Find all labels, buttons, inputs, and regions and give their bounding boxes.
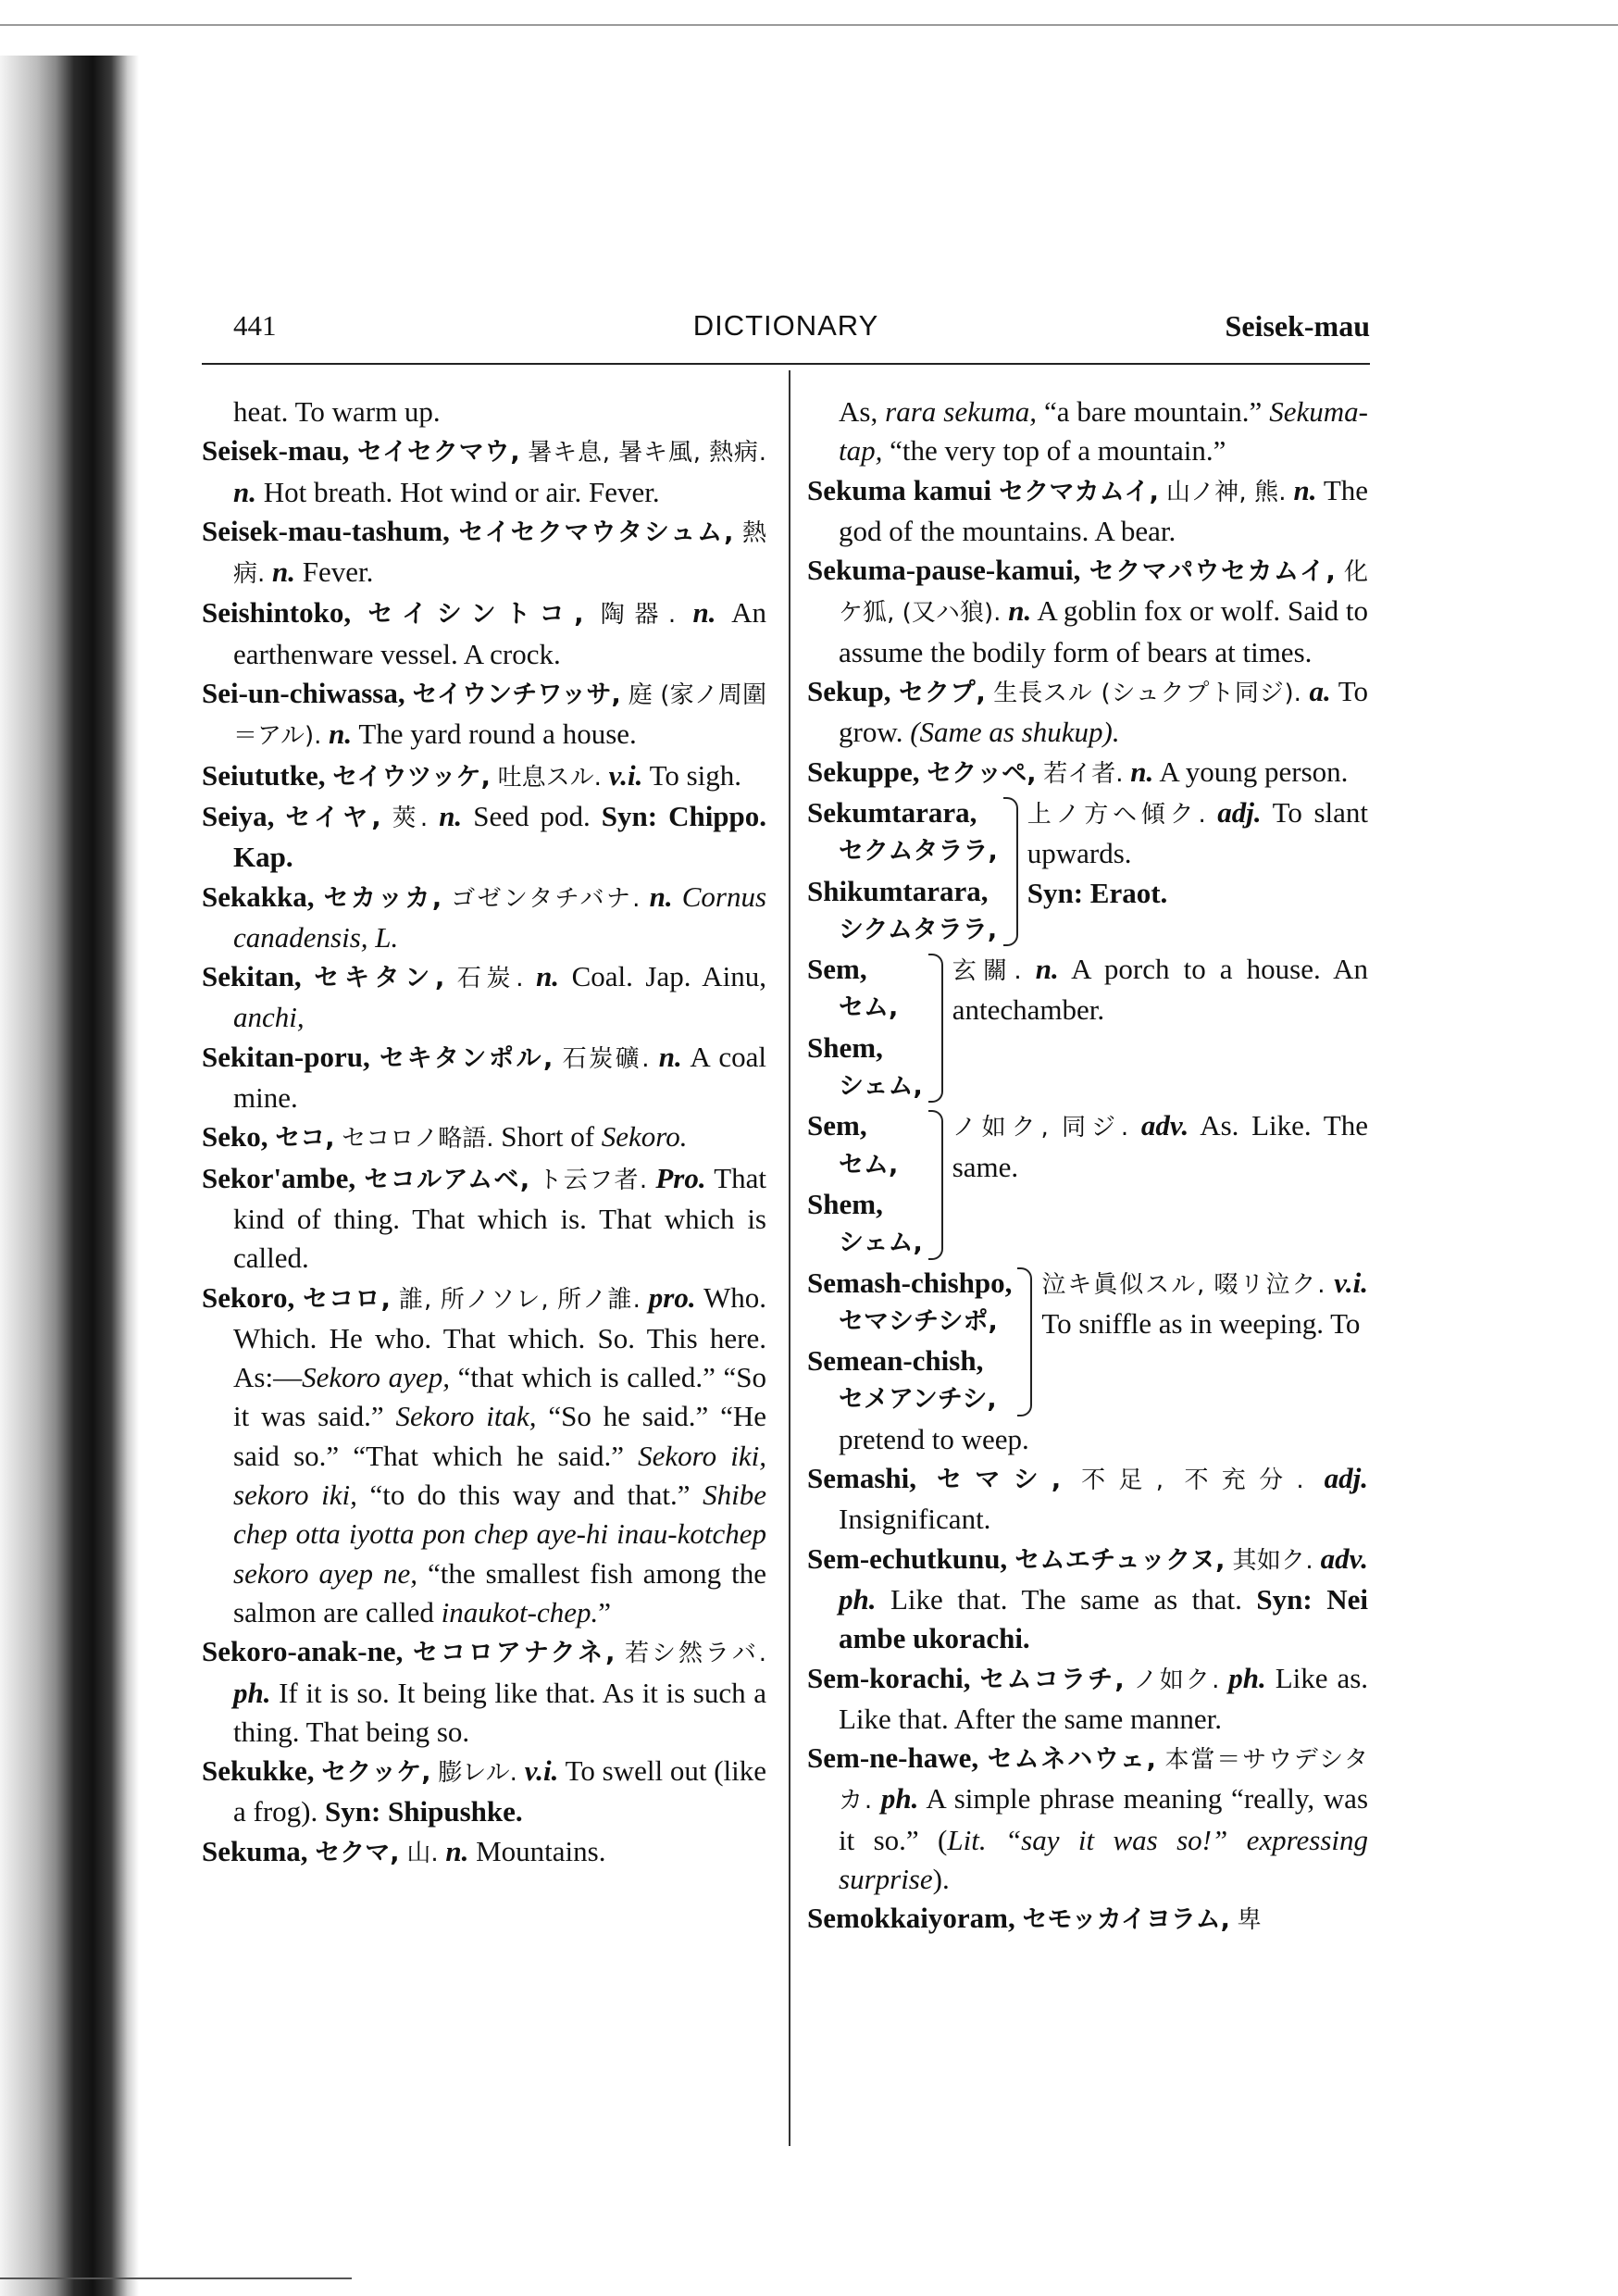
dictionary-entry (807, 1659, 1368, 1740)
part-of-speech: v.i. (1334, 1266, 1369, 1299)
entry-kanji: 石炭礦. (562, 1044, 650, 1073)
dictionary-entry (202, 1159, 766, 1279)
dictionary-entry (202, 878, 766, 958)
entry-kanji: 上ノ方ヘ傾ク. (1027, 800, 1206, 829)
definition-text: pretend to weep. (839, 1422, 1029, 1455)
entry-headword: Sekukke, (202, 1754, 315, 1788)
entry-kana: セメアンチシ, (839, 1385, 997, 1415)
definition-text: That kind of thing. That which is. That which is called. (233, 1161, 767, 1275)
part-of-speech: pro. (648, 1280, 696, 1314)
italic-text: Sekoro ayep, (302, 1361, 450, 1394)
entry-kanji: 山ノ神, 熊. (1165, 478, 1287, 506)
entry-headword: Semokkaiyoram, (807, 1902, 1015, 1935)
definition-italic: Sekoro. (601, 1120, 688, 1154)
entry-headword: Sekup, (807, 675, 891, 708)
dictionary-entry (202, 1832, 766, 1873)
synonym: Syn: Nei ambe ukorachi. (839, 1582, 1368, 1655)
group-definition (952, 1106, 1368, 1187)
dictionary-entry (202, 1632, 766, 1752)
definition-italic: anchi, (233, 1001, 305, 1034)
entry-kana: セイシントコ, (367, 600, 584, 630)
dictionary-entry (807, 753, 1368, 793)
definition-italic: (Same as shukup). (910, 716, 1120, 749)
italic-text: Sekuma-tap, (839, 395, 1369, 468)
entry-headword: Seisek-mau, (202, 434, 350, 468)
entry-headword: Semash-chishpo, (807, 1266, 1013, 1299)
dictionary-entry (202, 1117, 766, 1158)
entry-headword: Seiya, (202, 799, 275, 832)
definition-text: A goblin fox or wolf. Said to assume the bodily form of bears at times. (839, 594, 1368, 668)
header-headword: Seisek-mau (1225, 309, 1370, 343)
entry-kana: セクッペ, (927, 758, 1037, 788)
part-of-speech: n. (1035, 953, 1059, 986)
entry-headword: Sekuppe, (807, 755, 920, 788)
entry-headword: Sekakka, (202, 880, 315, 913)
grouping-brace (928, 1110, 943, 1259)
definition-text: Who. Which. He who. That which. So. This here. As:— (233, 1280, 767, 1394)
part-of-speech: n. (1293, 473, 1317, 506)
grouping-brace (1003, 797, 1018, 946)
definition-text: “a bare mountain.” (1036, 395, 1270, 428)
italic-text: Sekoro itak, (395, 1400, 537, 1433)
italic-text: Shibe chep otta iyotta pon chep aye-hi inau-kotchep sekoro ayep ne, (233, 1479, 767, 1590)
definition-text: Hot breath. Hot wind or air. Fever. (263, 475, 660, 508)
part-of-speech: adv. (1140, 1109, 1189, 1142)
definition-text: Like that. The same as that. (890, 1582, 1242, 1616)
entry-headword: Seishintoko, (202, 596, 352, 630)
part-of-speech: n. (1130, 755, 1154, 788)
entry-kana: セムコラチ, (979, 1665, 1125, 1694)
synonym: Syn: Shipushke. (324, 1795, 523, 1828)
part-of-speech: n. (658, 1040, 682, 1073)
definition-text: To sniffle as in weeping. To (1041, 1306, 1361, 1340)
entry-kanji: 石炭. (456, 965, 524, 993)
entry-kana: セム, (839, 1150, 899, 1179)
dictionary-entry (202, 431, 766, 512)
entry-kanji: 玄關. (952, 957, 1022, 986)
book-binding-shadow (0, 56, 139, 2296)
definition-text: A coal mine. (233, 1040, 766, 1115)
definition-text: Fever. (302, 555, 374, 589)
part-of-speech: Pro. (655, 1161, 706, 1194)
definition-text: “the very top of a mountain.” (882, 434, 1226, 468)
italic-text: inaukot-chep. (441, 1595, 599, 1628)
part-of-speech: adj. (1217, 795, 1262, 829)
dictionary-entry (807, 1540, 1368, 1659)
entry-kana: セイセクマウ, (356, 438, 520, 468)
entry-kana: セモッカイヨラム, (1022, 1905, 1230, 1935)
entry-kana: シクムタララ, (839, 915, 998, 944)
entry-headword: Shem, (807, 1030, 883, 1064)
scan-top-edge (0, 24, 1618, 26)
definition-text: Coal. Jap. Ainu, (571, 960, 767, 993)
grouped-entry (807, 1106, 1368, 1263)
entry-kanji: ト云フ者. (538, 1166, 648, 1194)
definition-text: A young person. (1159, 755, 1349, 788)
column-divider (789, 370, 790, 2146)
part-of-speech: n. (233, 475, 256, 508)
group-definition (1041, 1264, 1368, 1344)
definition-text: Insignificant. (839, 1503, 991, 1536)
group-definition (1027, 793, 1368, 874)
definition-text: The yard round a house. (358, 718, 637, 751)
entry-kana: セクッケ, (321, 1758, 431, 1788)
grouped-entry (807, 1264, 1368, 1459)
entry-kanji: 吐息スル. (497, 763, 602, 792)
page-number: 441 (233, 309, 277, 342)
entry-headword: Shem, (807, 1187, 883, 1220)
entry-headword: Sekuma, (202, 1834, 308, 1867)
grouping-brace (928, 954, 943, 1103)
part-of-speech: n. (649, 880, 673, 913)
entry-kana: セクムタララ, (839, 837, 998, 867)
entry-kanji: 生長スル (シュクプト同ジ). (993, 680, 1301, 708)
entry-kanji: 卑 (1237, 1906, 1262, 1935)
group-synonym (1027, 874, 1368, 913)
entry-headword: Seisek-mau-tashum, (202, 514, 450, 547)
entry-kanji: セコロノ略語. (342, 1125, 494, 1154)
definition-text: “to do this way and that.” (356, 1479, 703, 1512)
entry-kana: シェム, (839, 1072, 923, 1102)
right-column (807, 393, 1368, 1940)
entry-headword: Sem-ne-hawe, (807, 1741, 979, 1775)
part-of-speech: adv. ph. (839, 1541, 1369, 1616)
entry-kana: セムネハウェ, (987, 1745, 1156, 1775)
entry-kana: セキタン, (314, 964, 445, 993)
definition-text: “that which is called.” “So it was said.” (233, 1361, 766, 1433)
entry-kanji: 本當＝サウデシタカ. (839, 1746, 1368, 1816)
definition-text: The god of the mountains. A bear. (839, 473, 1369, 547)
entry-kanji: 庭 (家ノ周圍＝アル). (233, 681, 767, 751)
entry-kanji: 陶器. (600, 601, 677, 630)
entry-kanji: 化ケ狐, (又ハ狼). (839, 558, 1369, 628)
definition-text: To sigh. (649, 758, 742, 792)
part-of-speech: a. (1309, 675, 1331, 708)
definition-text: As. Like. The same. (952, 1109, 1368, 1183)
entry-kanji: ゴゼンタチバナ. (451, 884, 641, 913)
group-tail (807, 1420, 1368, 1459)
definition-text: To slant upwards. (1027, 795, 1369, 870)
entry-kana: セムエチュックヌ, (1014, 1545, 1226, 1575)
dictionary-entry (807, 1459, 1368, 1540)
definition-text: To grow. (839, 675, 1369, 749)
entry-kanji: 熱病. (233, 518, 767, 589)
entry-headword: Sekumtarara, (807, 795, 977, 829)
entry-headword: Seko, (202, 1120, 268, 1154)
entry-headword: Sekoro, (202, 1280, 295, 1314)
entry-headword: Semashi, (807, 1462, 916, 1495)
entry-kanji: 其如ク. (1232, 1546, 1313, 1575)
grouped-entry (807, 793, 1368, 950)
entry-kana: セクマパウセカムイ, (1089, 557, 1336, 587)
entry-kana: セコロ, (303, 1284, 391, 1314)
definition-text: Mountains. (476, 1834, 606, 1867)
entry-headword: Sekitan-poru, (202, 1040, 370, 1073)
dictionary-entry (202, 756, 766, 797)
dictionary-entry (202, 593, 766, 674)
entry-headword: Sekuma-pause-kamui, (807, 554, 1081, 587)
definition-text: A porch to a house. An antechamber. (952, 953, 1368, 1027)
entry-kanji: ノ如ク. (1133, 1666, 1220, 1694)
definition-text: ” (598, 1595, 611, 1628)
part-of-speech: n. (692, 596, 716, 630)
running-title: DICTIONARY (692, 309, 879, 342)
entry-kana: セクマ, (315, 1838, 400, 1867)
entry-kana: セコロアナクネ, (413, 1639, 616, 1668)
definition-text: A simple phrase meaning “really, was it so.” ( (839, 1782, 1369, 1856)
entry-kanji: 若イ者. (1043, 759, 1124, 788)
entry-kanji: 山. (406, 1839, 439, 1867)
part-of-speech: n. (272, 555, 296, 589)
part-of-speech: n. (1008, 594, 1032, 628)
entry-headword: Semean-chish, (807, 1344, 984, 1378)
entry-kanji: 不足, 不充分. (1081, 1466, 1304, 1495)
entry-headword: Shikumtarara, (807, 874, 989, 907)
entry-headword: Sekoro-anak-ne, (202, 1635, 404, 1668)
entry-kanji: 泣キ眞似スル, 啜リ泣ク. (1041, 1270, 1326, 1299)
definition-text: To swell out (like a frog). (233, 1754, 767, 1828)
dictionary-entry (807, 1899, 1368, 1940)
left-column (202, 393, 766, 1873)
part-of-speech: v.i. (524, 1754, 559, 1788)
dictionary-entry (807, 551, 1368, 672)
entry-kanji: 膨レル. (438, 1759, 517, 1788)
entry-kana: セム, (839, 993, 899, 1023)
entry-kana: セコ, (275, 1124, 335, 1154)
entry-kana: セコルアムベ, (364, 1165, 530, 1194)
entry-headword: Sei-un-chiwassa, (202, 677, 405, 710)
definition-text: “So he said.” “He said so.” “That which he said.” (233, 1400, 766, 1472)
entry-kana: セクマカムイ, (999, 477, 1159, 506)
entry-kanji: 若シ然ラバ. (625, 1640, 767, 1668)
entry-kana: セキタンポル, (380, 1043, 554, 1073)
dictionary-entry (202, 512, 766, 594)
page-header (202, 309, 1370, 356)
entry-headword: Sem, (807, 1109, 867, 1142)
definition-italic: Cornus canadensis, L. (233, 880, 767, 954)
part-of-speech: ph. (880, 1782, 919, 1816)
part-of-speech: n. (445, 1834, 469, 1867)
entry-kana: セイウツッケ, (332, 762, 491, 792)
dictionary-entry (807, 672, 1368, 753)
grouping-brace (1017, 1267, 1032, 1416)
entry-kana: セカッカ, (323, 883, 442, 913)
definition-text: If it is so. It being like that. As it is such a thing. That being so. (233, 1676, 766, 1748)
definition-text: ). (932, 1862, 950, 1895)
dictionary-entry (807, 471, 1368, 552)
entry-headword: Sem, (807, 953, 867, 986)
entry-kana: セイヤ, (285, 803, 381, 832)
part-of-speech: ph. (1228, 1661, 1266, 1694)
italic-text: rara sekuma, (885, 395, 1037, 428)
entry-kana: セマシチシポ, (839, 1306, 998, 1336)
header-rule (202, 363, 1370, 365)
dictionary-entry (202, 1752, 766, 1832)
entry-kanji: 誰, 所ノソレ, 所ノ誰. (398, 1285, 641, 1314)
definition-text: An earthenware vessel. A crock. (233, 596, 766, 670)
entry-headword: Sem-echutkunu, (807, 1541, 1008, 1575)
part-of-speech: adj. (1324, 1462, 1369, 1495)
definition-text: Seed pod. (473, 799, 591, 832)
entry-headword: Sekitan, (202, 960, 302, 993)
entry-headword: Seiututke, (202, 758, 326, 792)
entry-kana: シェム, (839, 1229, 923, 1258)
grouped-entry (807, 950, 1368, 1106)
part-of-speech: n. (329, 718, 353, 751)
italic-text: Sekoro iki, sekoro iki, (233, 1439, 766, 1512)
scan-bottom-edge (0, 2277, 352, 2279)
part-of-speech: n. (536, 960, 560, 993)
continued-definition: heat. To warm up. (233, 395, 441, 428)
entry-kana: セイセクマウタシュム, (458, 518, 734, 547)
entry-kanji: 莢. (392, 804, 429, 832)
continued-definition (807, 393, 1368, 471)
italic-text: Lit. “say it was so!” expressing surprise (839, 1823, 1368, 1895)
dictionary-entry (202, 1038, 766, 1118)
entry-headword: Sekor'ambe, (202, 1161, 356, 1194)
definition-text: Like as. Like that. After the same manner. (839, 1661, 1369, 1735)
definition-text: Short of (501, 1120, 595, 1154)
entry-kana: セイウンチワッサ, (412, 680, 621, 710)
dictionary-entry (202, 797, 766, 878)
synonym: Syn: Eraot. (1027, 876, 1168, 909)
dictionary-entry (202, 674, 766, 756)
entry-headword: Sem-korachi, (807, 1661, 971, 1694)
synonym: Syn: Chippo. Kap. (233, 799, 767, 874)
entry-kanji: 暑キ息, 暑キ風, 熱病. (528, 439, 767, 468)
entry-kanji: ノ如ク, 同ジ. (952, 1114, 1129, 1142)
entry-kana: セマシ, (937, 1466, 1062, 1495)
part-of-speech: v.i. (608, 758, 643, 792)
definition-text: As, (839, 395, 886, 428)
entry-kana: セクプ, (899, 679, 986, 708)
definition-text: “the smallest fish among the salmon are called (233, 1556, 766, 1628)
dictionary-entry (202, 957, 766, 1038)
part-of-speech: n. (439, 799, 463, 832)
entry-headword: Sekuma kamui (807, 473, 992, 506)
dictionary-entry (202, 1279, 766, 1633)
part-of-speech: ph. (233, 1676, 271, 1709)
group-definition (952, 950, 1368, 1030)
dictionary-entry (807, 1739, 1368, 1899)
